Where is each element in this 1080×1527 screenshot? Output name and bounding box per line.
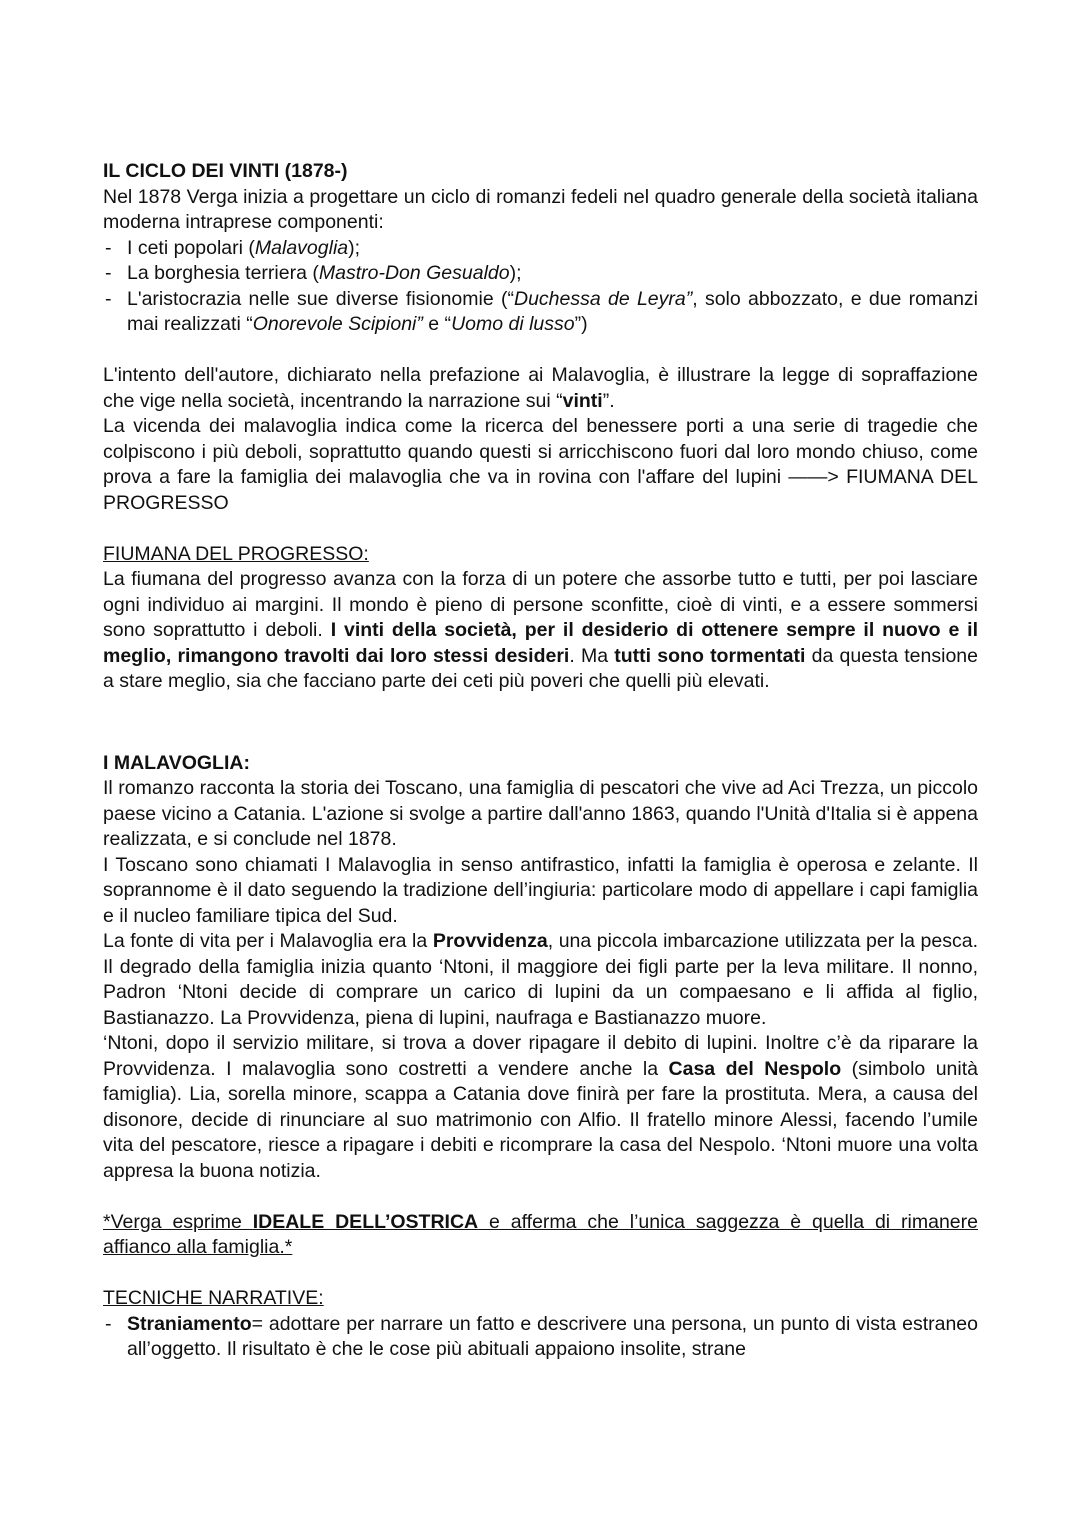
- bold-text: Casa del Nespolo: [668, 1057, 842, 1080]
- text-run: e “: [422, 313, 452, 335]
- document-section: [103, 1286, 978, 1363]
- underlined-note: [103, 1210, 978, 1261]
- text-run: da questa tensione a stare meglio, sia che facciano parte dei ceti più poveri che quelli più elevati.: [103, 644, 978, 692]
- underlined-text: TECNICHE NARRATIVE:: [103, 1287, 324, 1309]
- list-item: [103, 236, 978, 262]
- italic-text: Onorevole Scipioni”: [252, 313, 423, 335]
- text-run: );: [348, 236, 361, 259]
- paragraph: [103, 414, 978, 516]
- document-section: [103, 363, 978, 516]
- text-run: = adottare per narrare un fatto e descrivere una persona, un punto di vista estraneo all’oggetto. Il risultato è che le cose più abituali appaiono insolite, strane: [127, 1312, 978, 1360]
- text-run: (simbolo unità famiglia). Lia, sorella minore, scappa a Catania dove finirà per fare la prostituta. Mera, a causa del disonore, decide di rinunciare al suo matrimonio con Alfio. Il fratello minore Alessi, facendo l’umile vita del pescatore, riesce a ripagare i debiti e ricomprare la casa del Nespolo. ‘Ntoni muore una volta appresa la buona notizia.: [103, 1057, 978, 1182]
- text-run: La fiumana del progresso avanza con la forza di un potere che assorbe tutto e tutti, per poi lasciare ogni individuo ai margini. Il mondo è pieno di persone sconfitte, cioè di vinti, e a essere sommersi sono soprattutto i deboli.: [103, 568, 978, 641]
- bold-text: Straniamento: [127, 1312, 252, 1335]
- bold-text: Provvidenza: [432, 930, 548, 952]
- text-run: , solo abbozzato, e due romanzi mai realizzati “: [127, 287, 978, 335]
- section-heading: [103, 159, 978, 185]
- document-page: [103, 159, 978, 1363]
- text-run: *Verga esprime: [103, 1210, 253, 1233]
- paragraph: [103, 363, 978, 414]
- text-run: ‘Ntoni, dopo il servizio militare, si trova a dover ripagare il debito di lupini. Inoltre c’è da riparare la Provvidenza. I malavoglia sono costretti a vendere anche la: [103, 1032, 978, 1080]
- list-item: [103, 261, 978, 287]
- bold-text: vinti: [562, 389, 603, 412]
- text-run: ”): [574, 313, 588, 335]
- text-run: ”.: [602, 389, 615, 412]
- bold-text: IL CICLO DEI VINTI (1878-): [103, 160, 348, 182]
- text-run: L'aristocrazia nelle sue diverse fisionomie (“: [127, 287, 514, 310]
- section-heading: [103, 751, 978, 777]
- document-section: [103, 542, 978, 695]
- italic-text: Malavoglia: [254, 236, 349, 259]
- text-run: . Ma: [569, 644, 615, 667]
- paragraph: [103, 1031, 978, 1184]
- bold-text: tutti sono tormentati: [614, 644, 806, 667]
- section-heading: [103, 1286, 978, 1312]
- bold-text: I vinti della società, per il desiderio di ottenere sempre il nuovo e il meglio, rimangono travolti dai loro stessi desideri: [103, 619, 979, 667]
- paragraph: [103, 929, 978, 1031]
- list-item: [103, 287, 978, 338]
- italic-text: Duchessa de Leyra”: [513, 287, 693, 310]
- text-run: La borghesia terriera (: [127, 262, 319, 284]
- text-run: I Toscano sono chiamati I Malavoglia in senso antifrastico, infatti la famiglia è operosa e zelante. Il soprannome è il dato seguendo la tradizione dell’ingiuria: particolare modo di appellare i capi famiglia e il nucleo familiare tipica del Sud.: [103, 853, 978, 927]
- paragraph: [103, 567, 978, 695]
- paragraph: [103, 185, 978, 236]
- underlined-text: FIUMANA DEL PROGRESSO:: [103, 542, 369, 565]
- italic-text: Uomo di lusso: [451, 313, 575, 335]
- section-heading: [103, 542, 978, 568]
- paragraph: [103, 776, 978, 853]
- text-run: La vicenda dei malavoglia indica come la ricerca del benessere porti a una serie di tragedie che colpiscono i più deboli, soprattutto quando questi si arricchiscono fuori dal loro mondo chiuso, come prova a fare la famiglia dei malavoglia che va in rovina con l'affare del lupini ——> FIUMANA DEL PROGRESSO: [103, 415, 978, 514]
- bold-text: IDEALE DELL’OSTRICA: [252, 1210, 479, 1233]
- text-run: Nel 1878 Verga inizia a progettare un ciclo di romanzi fedeli nel quadro generale della società italiana moderna intraprese componenti:: [103, 185, 978, 233]
- text-run: L'intento dell'autore, dichiarato nella prefazione ai Malavoglia, è illustrare la legge di sopraffazione che vige nella società, incentrando la narrazione sui “: [103, 364, 978, 412]
- document-section: [103, 159, 978, 338]
- text-run: Il romanzo racconta la storia dei Toscano, una famiglia di pescatori che vive ad Aci Trezza, un piccolo paese vicino a Catania. L'azione si svolge a partire dall'anno 1863, quando l'Unità d'Italia si è appena realizzata, e si conclude nel 1878.: [103, 777, 978, 850]
- text-run: );: [509, 262, 522, 284]
- document-section: [103, 1210, 978, 1261]
- bold-text: I MALAVOGLIA:: [103, 751, 250, 774]
- text-run: La fonte di vita per i Malavoglia era la: [103, 930, 433, 952]
- list-item: [103, 1312, 978, 1363]
- text-run: e afferma che l’unica saggezza è quella di rimanere affianco alla famiglia.*: [103, 1210, 978, 1258]
- document-section: [103, 751, 978, 1185]
- paragraph: [103, 853, 978, 930]
- text-run: I ceti popolari (: [127, 236, 255, 259]
- italic-text: Mastro-Don Gesualdo: [318, 262, 510, 284]
- text-run: , una piccola imbarcazione utilizzata per la pesca. Il degrado della famiglia inizia quanto ‘Ntoni, il maggiore dei figli parte per la leva militare. Il nonno, Padron ‘Ntoni decide di comprare un carico di lupini da un compaesano e li affida al figlio, Bastianazzo. La Provvidenza, piena di lupini, naufraga e Bastianazzo muore.: [103, 930, 978, 1029]
